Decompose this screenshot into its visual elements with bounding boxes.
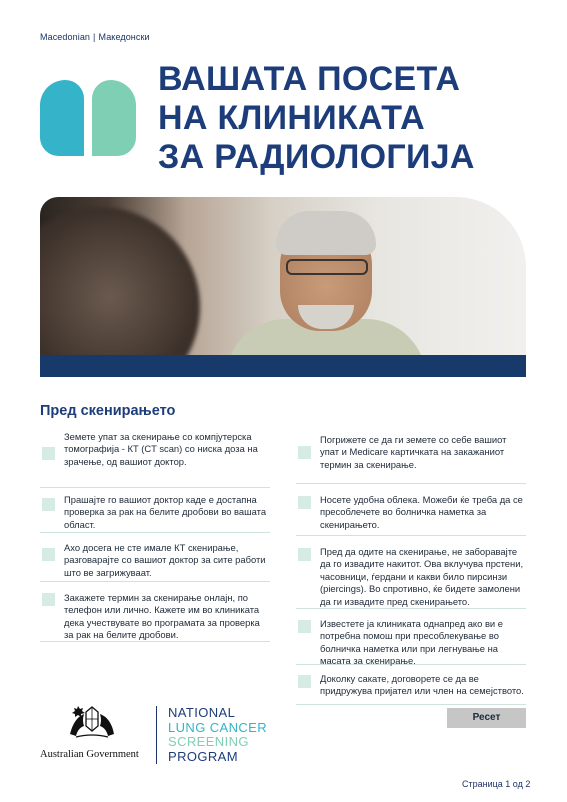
checklist-item-text: Пред да одите на скенирање, не заборавајте да го извадите накитот. Ова вклучува прстени, часовници, ѓердани и какви било пирсинзи (piercings). Во спротивно, ќе бидете замолени да ги извадите пред скенирањето. [320,546,524,607]
checklist-item [296,609,526,665]
checklist-item-text: Земете упат за скенирање со компјутерска томографија - КТ (CT scan) со ниска доза на зрачење, од вашиот доктор. [64,431,258,467]
section-title: Пред скенирањето [40,403,176,419]
footer-divider [156,706,157,764]
hero-band [40,355,526,377]
checkbox[interactable] [298,496,311,509]
checklist-item [40,488,270,533]
checklist-right [296,425,526,705]
checklist-item-text: Известете ја клиниката однапред ако ви е потребна помош при пресоблекување во болничка наметка или при легнување на масата за скенирање. [320,618,503,667]
program-line-3: SCREENING [168,734,249,749]
checklist-item [296,536,526,609]
checklist-item-text: Закажете термин за скенирање онлајн, по телефон или лично. Кажете им во клиниката дека учествувате во програмата за проверка за рак на белите дробови. [64,592,260,641]
checkbox[interactable] [42,593,55,606]
checkbox[interactable] [298,620,311,633]
coat-of-arms-icon [66,704,118,740]
checkbox[interactable] [298,675,311,688]
title-line-1: ВАШАТА ПОСЕТА [158,60,461,98]
checklist-item [40,425,270,488]
program-line-4: PROGRAM [168,748,238,764]
lung-left-shape [40,80,84,156]
checkbox[interactable] [42,447,55,460]
program-line-1: NATIONAL [168,705,236,720]
language-native: Македонски [98,32,150,42]
lungs-icon [40,80,140,156]
program-logo [168,706,267,764]
page-title [158,60,475,177]
checklist-item [296,425,526,484]
checklist-item [296,665,526,705]
language-separator: | [93,32,96,42]
checklist-item [40,582,270,642]
australian-government-logo [40,702,148,764]
title-line-3: ЗА РАДИОЛОГИЈА [158,138,475,176]
checkbox[interactable] [42,548,55,561]
checkbox[interactable] [298,446,311,459]
checklist-left [40,425,270,642]
checkbox[interactable] [298,548,311,561]
title-line-2: НА КЛИНИКАТА [158,99,425,137]
photo-man-hair [276,211,376,255]
lung-right-shape [92,80,136,156]
checklist-item-text: Погрижете се да ги земете со себе вашиот упат и Medicare картичката на закажаниот термин за скенирање. [320,434,507,470]
language-label [40,32,150,42]
photo-man-glasses [286,259,368,275]
checkbox[interactable] [42,498,55,511]
checklist-item [40,533,270,582]
hero-photo [40,197,526,377]
checklist-item [296,484,526,536]
page-indicator: Страница 1 од 2 [462,779,531,789]
language-english: Macedonian [40,32,91,42]
photo-background [40,197,526,357]
program-line-2: LUNG CANCER [168,719,268,735]
checklist-item-text: Доколку сакате, договорете се да ве придружува пријател или член на семејството. [320,673,524,697]
checklist-item-text: Ахо досега не сте имале КТ скенирање, разговарајте со вашиот доктор за сите работи што ве загрижуваат. [64,542,266,578]
checklist-item-text: Носете удобна облека. Можеби ќе треба да се пресоблечете во болничка наметка за скенирањето. [320,494,523,530]
reset-button[interactable]: Ресет [447,708,526,728]
checklist-item-text: Прашајте го вашиот доктор каде е достапна проверка за рак на белите дробови во вашата област. [64,494,267,530]
government-label: Australian Government [40,749,139,760]
photo-person-foreground [40,207,200,377]
